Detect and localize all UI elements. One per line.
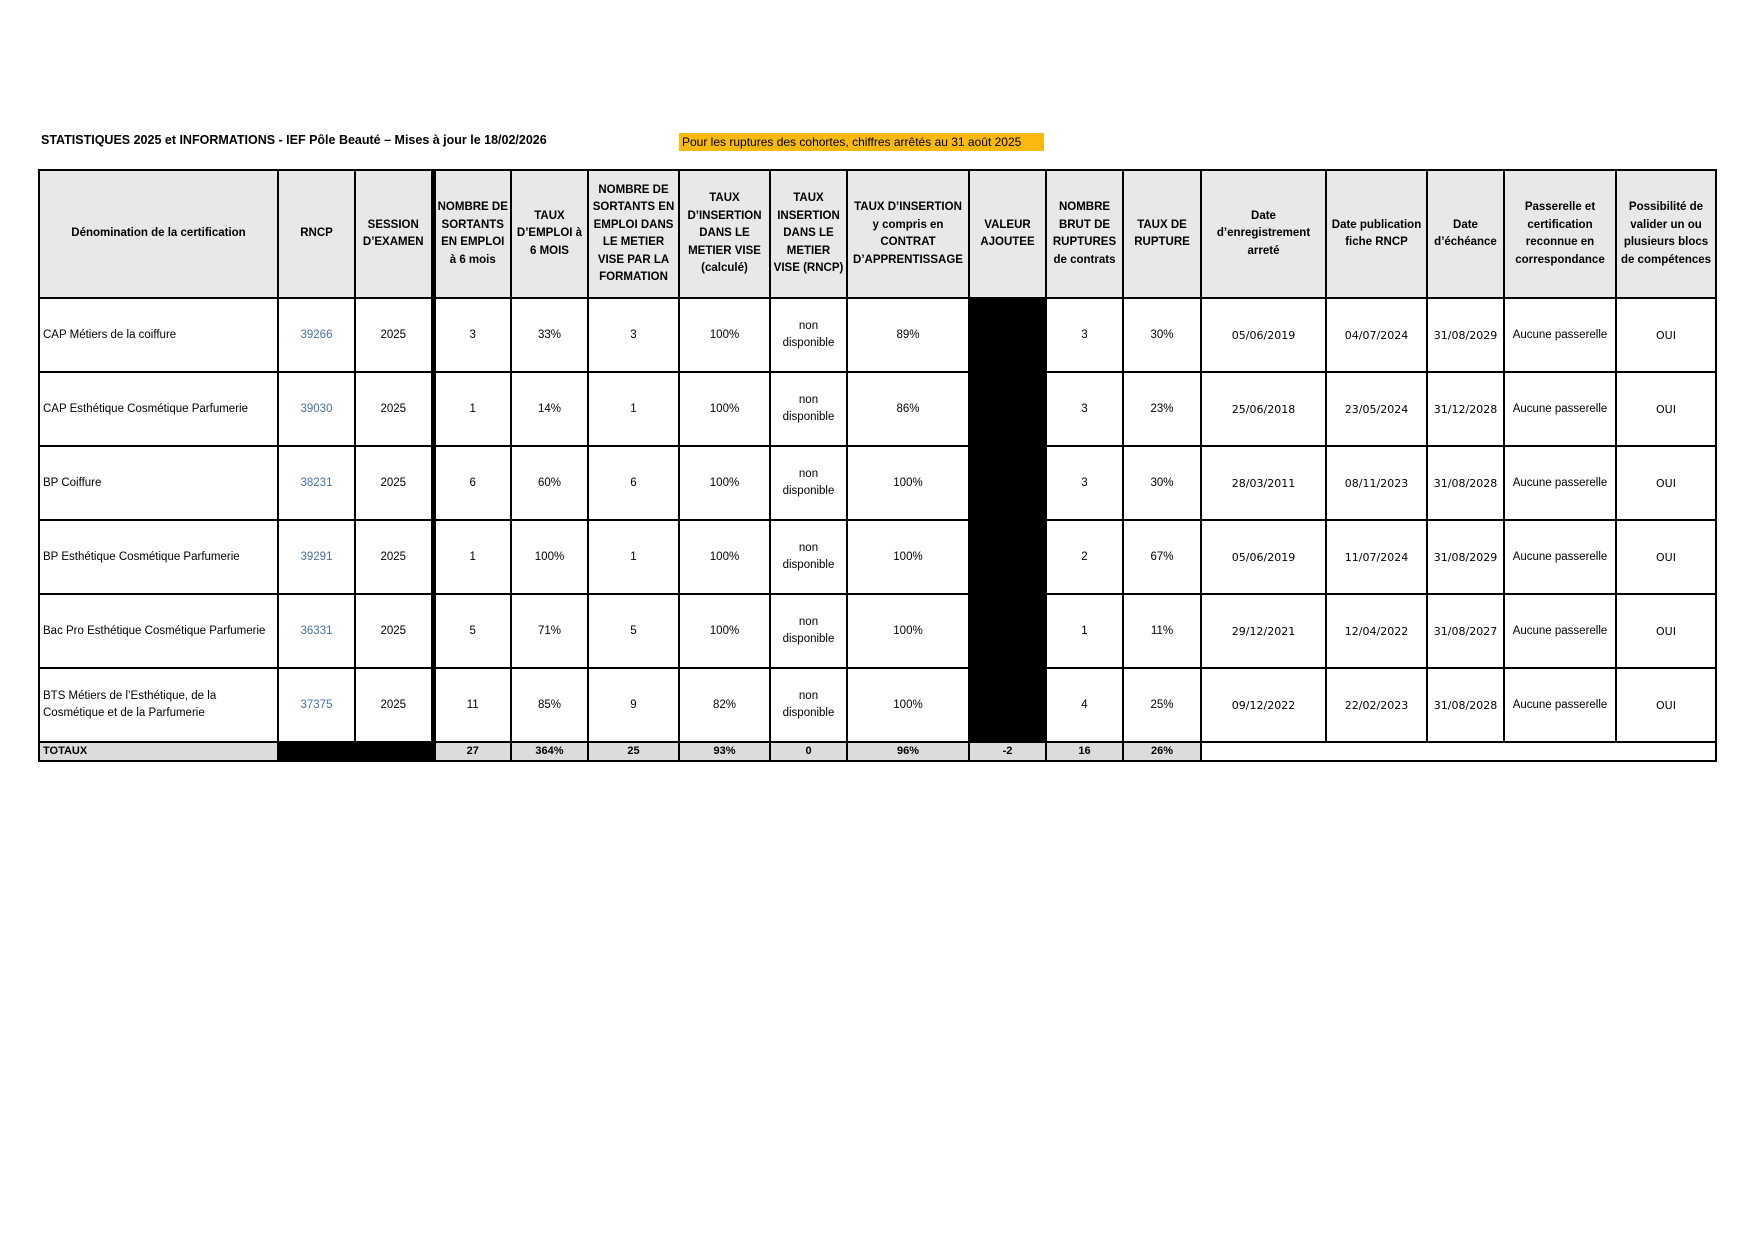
taux-app-cell: 100% [847, 520, 969, 594]
taux-rupture-cell: 67% [1123, 520, 1201, 594]
nb-emploi-cell: 11 [433, 668, 511, 742]
total-taux-app: 96% [847, 742, 969, 761]
header-nb-ruptures: NOMBRE BRUT DE RUPTURES de contrats [1046, 170, 1123, 298]
date-publication-cell: 12/04/2022 [1326, 594, 1427, 668]
nb-emploi-cell: 6 [433, 446, 511, 520]
table-row [39, 668, 1716, 742]
total-valeur-ajoutee: -2 [969, 742, 1046, 761]
taux-rupture-cell: 23% [1123, 372, 1201, 446]
taux-rncp-cell: non disponible [770, 594, 847, 668]
taux-app-cell: 100% [847, 594, 969, 668]
header-row [39, 170, 1716, 298]
totals-empty-cell [1201, 742, 1716, 761]
taux-app-cell: 100% [847, 668, 969, 742]
valeur-ajoutee-cell [969, 594, 1046, 668]
header-taux-insertion-apprentissage: TAUX D’INSERTION y compris en CONTRAT D’APPRENTISSAGE [847, 170, 969, 298]
blocs-cell: OUI [1616, 594, 1716, 668]
taux-rncp-cell: non disponible [770, 298, 847, 372]
taux-calc-cell: 100% [679, 446, 770, 520]
date-enregistrement-cell: 25/06/2018 [1201, 372, 1326, 446]
certification-name: BP Coiffure [39, 446, 278, 520]
nb-ruptures-cell: 3 [1046, 372, 1123, 446]
header-taux-insertion-rncp: TAUX INSERTION DANS LE METIER VISE (RNCP) [770, 170, 847, 298]
blocs-cell: OUI [1616, 298, 1716, 372]
taux-emploi-cell: 14% [511, 372, 588, 446]
total-nb-ruptures: 16 [1046, 742, 1123, 761]
date-enregistrement-cell: 29/12/2021 [1201, 594, 1326, 668]
statistics-table [38, 169, 1717, 762]
nb-metier-cell: 5 [588, 594, 679, 668]
header-nb-metier: NOMBRE DE SORTANTS EN EMPLOI DANS LE METIER VISE PAR LA FORMATION [588, 170, 679, 298]
totals-row [39, 742, 1716, 761]
highlight-note: Pour les ruptures des cohortes, chiffres arrêtés au 31 août 2025 [679, 133, 1044, 151]
nb-emploi-cell: 5 [433, 594, 511, 668]
taux-app-cell: 89% [847, 298, 969, 372]
session-cell: 2025 [355, 520, 433, 594]
nb-ruptures-cell: 1 [1046, 594, 1123, 668]
rncp-link[interactable]: 37375 [278, 668, 355, 742]
certification-name: BTS Métiers de l’Esthétique, de la Cosmétique et de la Parfumerie [39, 668, 278, 742]
header-blocs: Possibilité de valider un ou plusieurs blocs de compétences [1616, 170, 1716, 298]
table-row [39, 520, 1716, 594]
valeur-ajoutee-cell [969, 668, 1046, 742]
nb-metier-cell: 3 [588, 298, 679, 372]
blocs-cell: OUI [1616, 372, 1716, 446]
date-echeance-cell: 31/08/2029 [1427, 298, 1504, 372]
taux-app-cell: 100% [847, 446, 969, 520]
taux-rncp-cell: non disponible [770, 668, 847, 742]
nb-emploi-cell: 1 [433, 372, 511, 446]
blocs-cell: OUI [1616, 668, 1716, 742]
header-nb-emploi: NOMBRE DE SORTANTS EN EMPLOI à 6 mois [433, 170, 511, 298]
blocs-cell: OUI [1616, 520, 1716, 594]
rncp-link[interactable]: 39030 [278, 372, 355, 446]
date-enregistrement-cell: 05/06/2019 [1201, 520, 1326, 594]
page-title: STATISTIQUES 2025 et INFORMATIONS - IEF Pôle Beauté – Mises à jour le 18/02/2026 [41, 133, 547, 147]
nb-ruptures-cell: 4 [1046, 668, 1123, 742]
header-passerelle: Passerelle et certification reconnue en correspondance [1504, 170, 1616, 298]
table-row [39, 372, 1716, 446]
date-publication-cell: 23/05/2024 [1326, 372, 1427, 446]
date-echeance-cell: 31/08/2029 [1427, 520, 1504, 594]
taux-emploi-cell: 100% [511, 520, 588, 594]
date-publication-cell: 08/11/2023 [1326, 446, 1427, 520]
nb-metier-cell: 9 [588, 668, 679, 742]
session-cell: 2025 [355, 372, 433, 446]
header-rncp: RNCP [278, 170, 355, 298]
nb-metier-cell: 1 [588, 520, 679, 594]
header-denomination: Dénomination de la certification [39, 170, 278, 298]
date-enregistrement-cell: 05/06/2019 [1201, 298, 1326, 372]
passerelle-cell: Aucune passerelle [1504, 446, 1616, 520]
nb-metier-cell: 1 [588, 372, 679, 446]
rncp-link[interactable]: 36331 [278, 594, 355, 668]
valeur-ajoutee-cell [969, 520, 1046, 594]
taux-rupture-cell: 30% [1123, 298, 1201, 372]
header-taux-emploi: TAUX D’EMPLOI à 6 MOIS [511, 170, 588, 298]
taux-rncp-cell: non disponible [770, 520, 847, 594]
taux-app-cell: 86% [847, 372, 969, 446]
taux-rncp-cell: non disponible [770, 372, 847, 446]
date-publication-cell: 04/07/2024 [1326, 298, 1427, 372]
taux-calc-cell: 100% [679, 520, 770, 594]
table-row [39, 594, 1716, 668]
date-echeance-cell: 31/08/2027 [1427, 594, 1504, 668]
taux-rupture-cell: 25% [1123, 668, 1201, 742]
nb-emploi-cell: 3 [433, 298, 511, 372]
total-taux-rupture: 26% [1123, 742, 1201, 761]
taux-rncp-cell: non disponible [770, 446, 847, 520]
header-valeur-ajoutee: VALEUR AJOUTEE [969, 170, 1046, 298]
valeur-ajoutee-cell [969, 372, 1046, 446]
nb-emploi-cell: 1 [433, 520, 511, 594]
taux-rupture-cell: 11% [1123, 594, 1201, 668]
passerelle-cell: Aucune passerelle [1504, 668, 1616, 742]
table-row [39, 446, 1716, 520]
rncp-link[interactable]: 38231 [278, 446, 355, 520]
passerelle-cell: Aucune passerelle [1504, 520, 1616, 594]
taux-calc-cell: 100% [679, 298, 770, 372]
nb-ruptures-cell: 3 [1046, 446, 1123, 520]
total-taux-emploi: 364% [511, 742, 588, 761]
nb-ruptures-cell: 3 [1046, 298, 1123, 372]
session-cell: 2025 [355, 668, 433, 742]
header-session: SESSION D’EXAMEN [355, 170, 433, 298]
valeur-ajoutee-cell [969, 298, 1046, 372]
date-echeance-cell: 31/08/2028 [1427, 446, 1504, 520]
totals-redacted-cell [278, 742, 433, 761]
certification-name: Bac Pro Esthétique Cosmétique Parfumerie [39, 594, 278, 668]
date-echeance-cell: 31/08/2028 [1427, 668, 1504, 742]
total-nb-emploi: 27 [433, 742, 511, 761]
date-enregistrement-cell: 28/03/2011 [1201, 446, 1326, 520]
date-publication-cell: 22/02/2023 [1326, 668, 1427, 742]
rncp-link[interactable]: 39266 [278, 298, 355, 372]
taux-calc-cell: 100% [679, 372, 770, 446]
valeur-ajoutee-cell [969, 446, 1046, 520]
totals-label: TOTAUX [39, 742, 278, 761]
certification-name: BP Esthétique Cosmétique Parfumerie [39, 520, 278, 594]
passerelle-cell: Aucune passerelle [1504, 594, 1616, 668]
nb-metier-cell: 6 [588, 446, 679, 520]
taux-emploi-cell: 33% [511, 298, 588, 372]
total-taux-calc: 93% [679, 742, 770, 761]
nb-ruptures-cell: 2 [1046, 520, 1123, 594]
taux-calc-cell: 82% [679, 668, 770, 742]
table-row [39, 298, 1716, 372]
rncp-link[interactable]: 39291 [278, 520, 355, 594]
session-cell: 2025 [355, 446, 433, 520]
date-echeance-cell: 31/12/2028 [1427, 372, 1504, 446]
taux-calc-cell: 100% [679, 594, 770, 668]
blocs-cell: OUI [1616, 446, 1716, 520]
date-enregistrement-cell: 09/12/2022 [1201, 668, 1326, 742]
header-taux-rupture: TAUX DE RUPTURE [1123, 170, 1201, 298]
taux-emploi-cell: 85% [511, 668, 588, 742]
total-taux-rncp: 0 [770, 742, 847, 761]
taux-emploi-cell: 60% [511, 446, 588, 520]
taux-rupture-cell: 30% [1123, 446, 1201, 520]
taux-emploi-cell: 71% [511, 594, 588, 668]
date-publication-cell: 11/07/2024 [1326, 520, 1427, 594]
header-date-publication: Date publication fiche RNCP [1326, 170, 1427, 298]
passerelle-cell: Aucune passerelle [1504, 298, 1616, 372]
passerelle-cell: Aucune passerelle [1504, 372, 1616, 446]
header-taux-insertion-calc: TAUX D’INSERTION DANS LE METIER VISE (calculé) [679, 170, 770, 298]
session-cell: 2025 [355, 298, 433, 372]
session-cell: 2025 [355, 594, 433, 668]
certification-name: CAP Métiers de la coiffure [39, 298, 278, 372]
total-nb-metier: 25 [588, 742, 679, 761]
header-date-echeance: Date d’échéance [1427, 170, 1504, 298]
header-date-enregistrement: Date d’enregistrement arreté [1201, 170, 1326, 298]
certification-name: CAP Esthétique Cosmétique Parfumerie [39, 372, 278, 446]
